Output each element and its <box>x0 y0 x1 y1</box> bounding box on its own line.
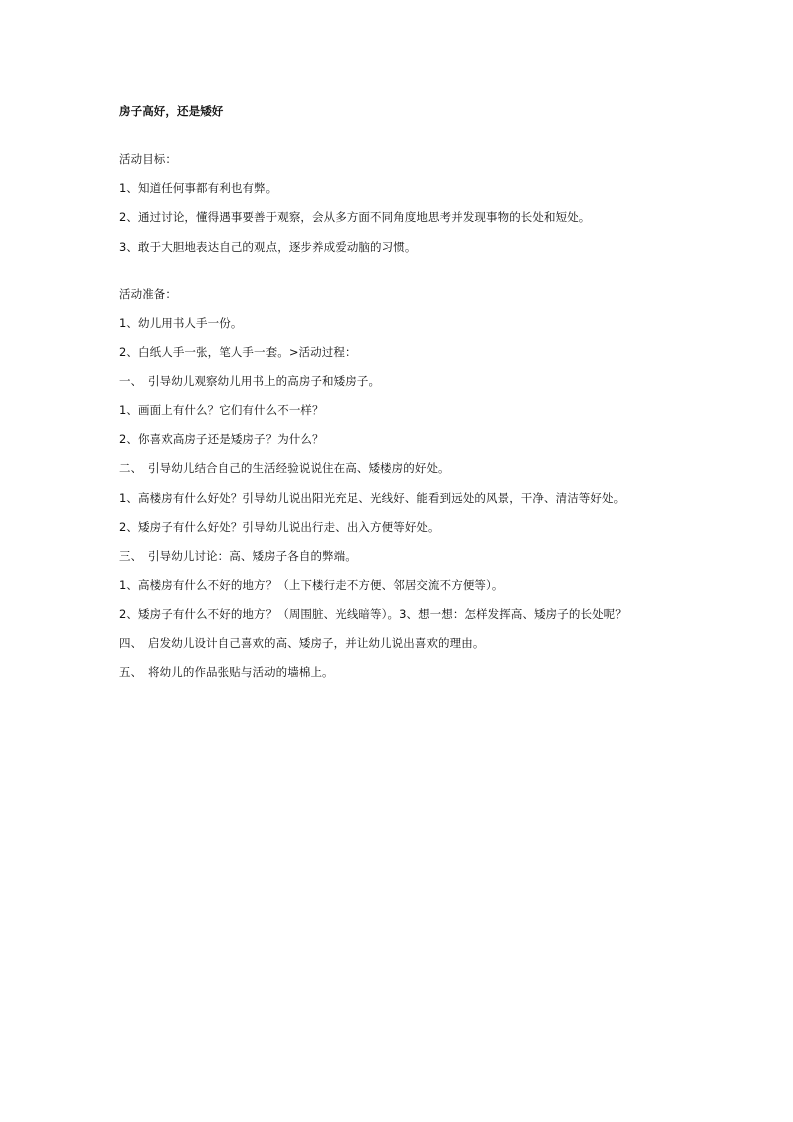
prep-item: 2、白纸人手一张，笔人手一套。>活动过程： <box>119 345 357 359</box>
process-item: 2、你喜欢高房子还是矮房子？为什么？ <box>119 432 324 446</box>
process-item: 2、矮房子有什么不好的地方？（周围脏、光线暗等）。3、想一想：怎样发挥高、矮房子的长处呢？ <box>119 607 627 621</box>
prep-item: 1、幼儿用书人手一份。 <box>119 316 243 330</box>
process-step: 二、 引导幼儿结合自己的生活经验说说住在高、矮楼房的好处。 <box>119 461 450 475</box>
document-title: 房子高好，还是矮好 <box>119 104 224 118</box>
goals-heading: 活动目标： <box>119 152 177 166</box>
process-step: 五、 将幼儿的作品张贴与活动的墙棉上。 <box>119 665 334 679</box>
goal-item: 2、通过讨论，懂得遇事要善于观察，会从多方面不同角度地思考并发现事物的长处和短处。 <box>119 210 591 224</box>
prep-heading: 活动准备： <box>119 287 177 301</box>
process-item: 1、高楼房有什么好处？引导幼儿说出阳光充足、光线好、能看到远处的风景，干净、清洁等好处。 <box>119 491 626 505</box>
goal-item: 3、敢于大胆地表达自己的观点，逐步养成爱动脑的习惯。 <box>119 240 417 254</box>
goal-item: 1、知道任何事都有利也有弊。 <box>119 181 278 195</box>
process-step: 三、 引导幼儿讨论：高、矮房子各自的弊端。 <box>119 549 357 563</box>
process-item: 1、画面上有什么？它们有什么不一样？ <box>119 403 324 417</box>
process-step: 一、 引导幼儿观察幼儿用书上的高房子和矮房子。 <box>119 374 381 388</box>
process-step: 四、 启发幼儿设计自己喜欢的高、矮房子，并让幼儿说出喜欢的理由。 <box>119 636 485 650</box>
process-item: 2、矮房子有什么好处？引导幼儿说出行走、出入方便等好处。 <box>119 520 440 534</box>
process-item: 1、高楼房有什么不好的地方？（上下楼行走不方便、邻居交流不方便等）。 <box>119 578 504 592</box>
